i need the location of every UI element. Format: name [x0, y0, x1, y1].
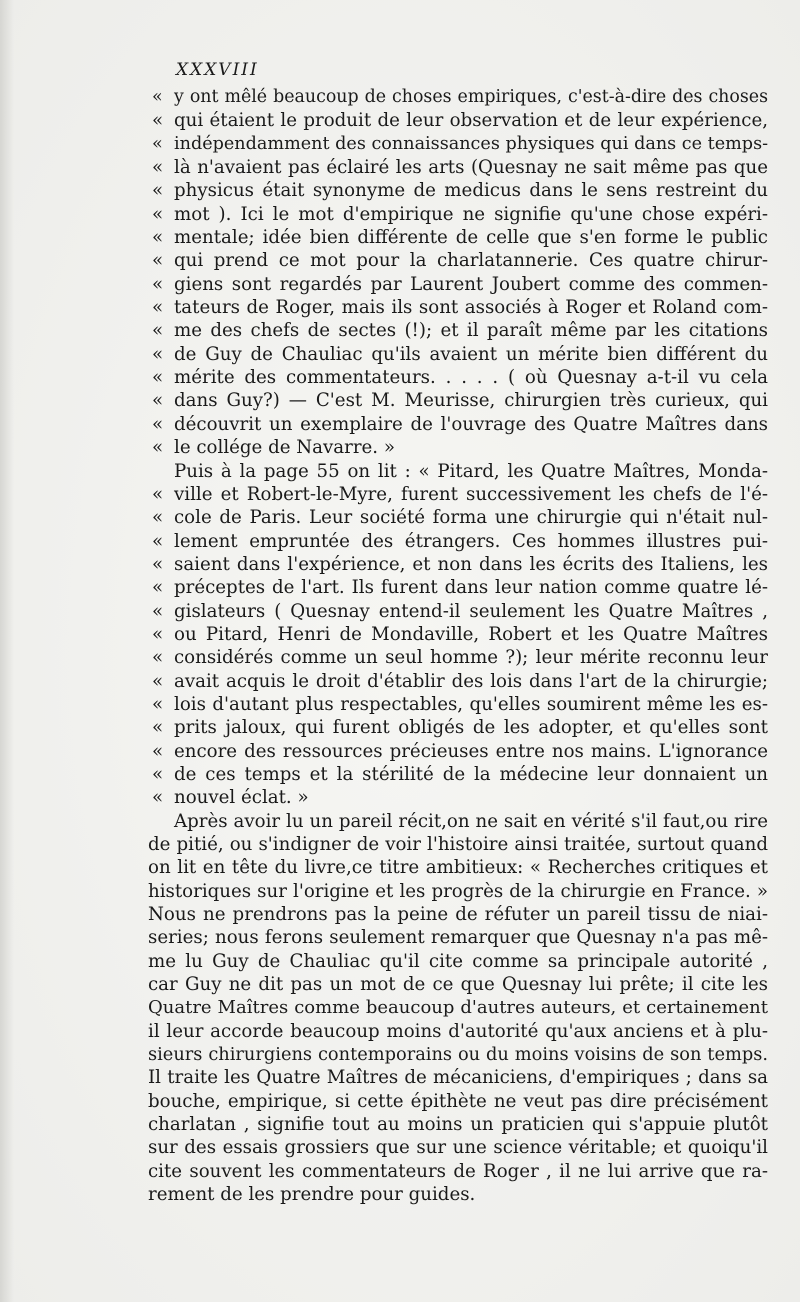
paragraph-line: Après avoir lu un pareil récit,on ne sait en vérité s'il faut,ou rire: [174, 810, 768, 832]
quoted-line: « nouvel éclat. »: [148, 786, 768, 809]
quoted-line: « considérés comme un seul homme ?); leur mérite reconnu leur: [148, 646, 768, 669]
quoted-line: « le collége de Navarre. »: [148, 436, 768, 459]
paragraph-line: me lu Guy de Chauliac qu'il cite comme sa principale autorité ,: [148, 950, 768, 972]
quoted-line: « ou Pitard, Henri de Mondaville, Robert et les Quatre Maîtres: [148, 623, 768, 646]
quoted-line: « encore des ressources précieuses entre nos mains. L'ignorance: [148, 740, 768, 763]
quoted-line: « ville et Robert-le-Myre, furent successivement les chefs de l'é-: [148, 483, 768, 506]
paragraph-line: series; nous ferons seulement remarquer que Quesnay n'a pas mê-: [148, 927, 768, 949]
paragraph-line: il leur accorde beaucoup moins d'autorité qu'aux anciens et à plu-: [148, 1020, 768, 1042]
paragraph-line: bouche, empirique, si cette épithète ne veut pas dire précisément: [148, 1090, 768, 1112]
quoted-line: « dans Guy?) — C'est M. Meurisse, chirurgien très curieux, qui: [148, 389, 768, 412]
quoted-line: « me des chefs de sectes (!); et il paraît même par les citations: [148, 319, 768, 342]
paragraph-line: Quatre Maîtres comme beaucoup d'autres auteurs, et certainement: [148, 997, 768, 1019]
paragraph-line: historiques sur l'origine et les progrès de la chirurgie en France. »: [148, 880, 768, 902]
paragraph-line: sieurs chirurgiens contemporains ou du moins voisins de son temps.: [148, 1044, 768, 1066]
paragraph-line: cite souvent les commentateurs de Roger , il ne lui arrive que ra-: [148, 1160, 768, 1182]
paragraph-line: charlatan , signifie tout au moins un praticien qui s'appuie plutôt: [148, 1114, 768, 1136]
quoted-line: « prits jaloux, qui furent obligés de les adopter, et qu'elles sont: [148, 716, 768, 739]
quoted-line: « de ces temps et la stérilité de la médecine leur donnaient un: [148, 763, 768, 786]
quoted-line: « lement empruntée des étrangers. Ces hommes illustres pui-: [148, 530, 768, 553]
quoted-line: « qui étaient le produit de leur observation et de leur expérience,: [148, 109, 768, 132]
paragraph-line: de pitié, ou s'indigner de voir l'histoire ainsi traitée, surtout quand: [148, 834, 768, 855]
page-edge-shadow: [0, 0, 14, 1302]
paragraph-line: car Guy ne dit pas un mot de ce que Quesnay lui prête; il cite les: [148, 974, 768, 996]
quoted-line: « mérite des commentateurs. . . . . ( où Quesnay a-t-il vu cela: [148, 366, 768, 389]
quoted-line: « physicus était synonyme de medicus dans le sens restreint du: [148, 179, 768, 202]
quoted-line: « giens sont regardés par Laurent Joubert comme des commen-: [148, 273, 768, 296]
paragraph-intro-line: Puis à la page 55 on lit : « Pitard, les Quatre Maîtres, Monda-: [174, 460, 768, 482]
quoted-line: « préceptes de l'art. Ils furent dans leur nation comme quatre lé-: [148, 576, 768, 599]
quoted-line: « tateurs de Roger, mais ils sont associés à Roger et Roland com-: [148, 296, 768, 319]
quoted-line: « y ont mêlé beaucoup de choses empiriques, c'est-à-dire des choses: [148, 86, 768, 109]
quoted-line: « mot ). Ici le mot d'empirique ne signifie qu'une chose expéri-: [148, 203, 768, 226]
paragraph-line: on lit en tête du livre,ce titre ambitieux: « Recherches critiques et: [148, 857, 768, 879]
quoted-line: « de Guy de Chauliac qu'ils avaient un mérite bien différent du: [148, 343, 768, 366]
quoted-line: « là n'avaient pas éclairé les arts (Quesnay ne sait même pas que: [148, 156, 768, 179]
quoted-line: « avait acquis le droit d'établir des lois dans l'art de la chirurgie;: [148, 670, 768, 693]
paragraph-line: sur des essais grossiers que sur une science véritable; et quoiqu'il: [148, 1137, 768, 1159]
paragraph-line: rement de les prendre pour guides.: [148, 1184, 476, 1206]
quoted-line: « qui prend ce mot pour la charlatannerie. Ces quatre chirur-: [148, 249, 768, 272]
paragraph-line: Il traite les Quatre Maîtres de mécaniciens, d'empiriques ; dans sa: [148, 1067, 768, 1089]
quoted-line: « mentale; idée bien différente de celle que s'en forme le public: [148, 226, 768, 249]
quoted-line: « cole de Paris. Leur société forma une chirurgie qui n'était nul-: [148, 506, 768, 529]
quoted-line: « découvrit un exemplaire de l'ouvrage des Quatre Maîtres dans: [148, 413, 768, 436]
quoted-line: « lois d'autant plus respectables, qu'elles soumirent même les es-: [148, 693, 768, 716]
paragraph-line: Nous ne prendrons pas la peine de réfuter un pareil tissu de niai-: [148, 904, 768, 926]
quoted-line: « gislateurs ( Quesnay entend-il seulement les Quatre Maîtres ,: [148, 600, 768, 623]
page-text: [148, 86, 768, 1207]
quoted-line: « saient dans l'expérience, et non dans les écrits des Italiens, les: [148, 553, 768, 576]
quoted-line: « indépendamment des connaissances physiques qui dans ce temps-: [148, 133, 768, 156]
page-number: XXXVIII: [176, 60, 259, 80]
